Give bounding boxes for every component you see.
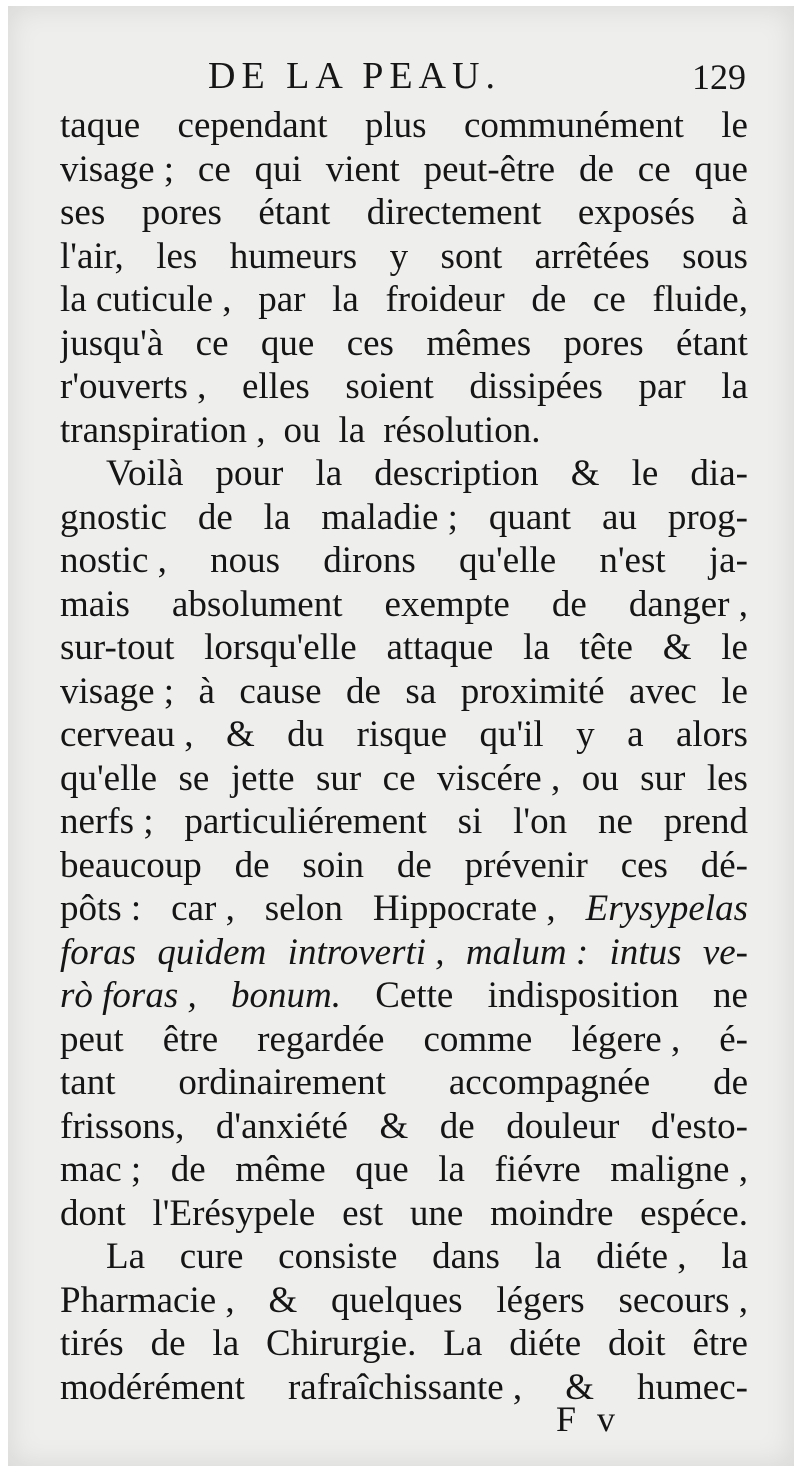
word: foras bbox=[60, 931, 137, 973]
word: l'on bbox=[513, 801, 568, 842]
word: de bbox=[531, 279, 567, 320]
word: que bbox=[260, 322, 315, 364]
word: par bbox=[258, 279, 306, 320]
word: consiste bbox=[278, 1236, 398, 1277]
word: la bbox=[263, 496, 291, 538]
word: dia- bbox=[690, 453, 748, 494]
word: ses bbox=[60, 192, 106, 233]
text-line bbox=[60, 104, 748, 148]
word: ce bbox=[382, 757, 416, 799]
word: dirons bbox=[323, 540, 416, 581]
book-page bbox=[8, 6, 794, 1466]
word: secours , bbox=[618, 1279, 748, 1321]
word: diéte bbox=[509, 1323, 582, 1364]
word: gnostic bbox=[60, 496, 167, 538]
word: qu'il bbox=[479, 714, 544, 755]
word: communément bbox=[463, 105, 684, 146]
running-head: DE LA PEAU. bbox=[208, 55, 501, 97]
word: du bbox=[287, 714, 325, 755]
text-line bbox=[60, 409, 748, 453]
word: ja- bbox=[708, 540, 748, 581]
word: espéce. bbox=[640, 1192, 748, 1234]
word: par bbox=[638, 366, 686, 407]
text-line bbox=[60, 670, 748, 714]
word: de bbox=[396, 844, 432, 886]
word: étant bbox=[258, 192, 331, 233]
word: & bbox=[662, 627, 692, 668]
body-text bbox=[60, 104, 748, 1409]
word: cependant bbox=[177, 105, 328, 146]
word: sous bbox=[682, 235, 748, 277]
word: visage ; bbox=[60, 148, 175, 190]
word: l'Erésypele bbox=[152, 1192, 316, 1234]
word: légere , bbox=[571, 1018, 681, 1060]
word: qui bbox=[254, 148, 302, 190]
word: lorsqu'elle bbox=[204, 627, 357, 668]
word: ou bbox=[283, 409, 321, 451]
word: ne bbox=[713, 975, 748, 1016]
word: humec- bbox=[637, 1366, 748, 1408]
word: jette bbox=[230, 757, 295, 799]
text-line bbox=[60, 1018, 748, 1062]
word: maligne , bbox=[610, 1149, 748, 1190]
word: quelques bbox=[331, 1279, 463, 1321]
word: la bbox=[212, 1323, 240, 1364]
word: attaque bbox=[386, 627, 494, 668]
word: particuliérement bbox=[184, 801, 427, 842]
word: regardée bbox=[257, 1018, 385, 1060]
word: & bbox=[565, 1366, 594, 1408]
page-header bbox=[8, 54, 748, 102]
word: accompagnée bbox=[448, 1062, 651, 1103]
word: que bbox=[694, 148, 748, 190]
word: que bbox=[355, 1149, 409, 1190]
word: de bbox=[346, 670, 381, 712]
word: nerfs ; bbox=[60, 801, 154, 842]
word: prend bbox=[663, 801, 748, 842]
text-line bbox=[60, 496, 748, 540]
word: elles bbox=[241, 366, 310, 407]
word: la bbox=[534, 1236, 562, 1277]
word: légers bbox=[496, 1279, 585, 1321]
word: le bbox=[631, 453, 659, 494]
word: la bbox=[332, 279, 359, 320]
text-line bbox=[60, 974, 748, 1018]
word: pour bbox=[215, 453, 284, 494]
word: la bbox=[315, 453, 343, 494]
word: exposés bbox=[577, 192, 696, 233]
word: absolument bbox=[171, 583, 343, 625]
signature-mark: F v bbox=[556, 1399, 622, 1439]
word: une bbox=[409, 1192, 464, 1234]
word: de bbox=[551, 583, 587, 625]
word: pores bbox=[141, 192, 222, 233]
word: d'esto- bbox=[650, 1105, 748, 1147]
word: taque bbox=[60, 105, 141, 146]
word: cause bbox=[239, 670, 322, 712]
word: dissipées bbox=[469, 366, 603, 407]
word: à bbox=[198, 670, 215, 712]
word: étant bbox=[676, 322, 748, 364]
text-line bbox=[60, 1192, 748, 1236]
word: de bbox=[578, 148, 614, 190]
text-line bbox=[60, 1061, 748, 1105]
word: de bbox=[234, 844, 270, 886]
word: mais bbox=[60, 583, 130, 625]
word: introverti , bbox=[287, 931, 445, 973]
word: soient bbox=[345, 366, 434, 407]
word: selon bbox=[264, 888, 343, 929]
word: dont bbox=[60, 1192, 126, 1234]
word: proximité bbox=[460, 670, 605, 712]
text-line bbox=[60, 800, 748, 844]
text-line bbox=[60, 235, 748, 279]
word: les bbox=[706, 757, 748, 799]
text-line bbox=[60, 757, 748, 801]
text-line bbox=[60, 148, 748, 192]
word: & bbox=[225, 714, 255, 755]
word: car , bbox=[171, 888, 235, 929]
word: la bbox=[338, 409, 366, 451]
word: arrêtées bbox=[534, 235, 650, 277]
text-line bbox=[60, 583, 748, 627]
word: se bbox=[178, 757, 210, 799]
word: ce bbox=[637, 148, 671, 190]
word: fiévre bbox=[494, 1149, 581, 1190]
text-line bbox=[60, 1235, 748, 1279]
word: le bbox=[721, 627, 748, 668]
text-line bbox=[60, 1366, 748, 1410]
text-line bbox=[60, 322, 748, 366]
word: qu'elle bbox=[459, 540, 557, 581]
word: mac ; bbox=[60, 1149, 142, 1190]
word: alors bbox=[675, 714, 748, 755]
word: nostic , bbox=[60, 540, 167, 581]
word: mêmes bbox=[426, 322, 532, 364]
word: prévenir bbox=[464, 844, 588, 886]
text-line bbox=[60, 1148, 748, 1192]
word: sur bbox=[315, 757, 362, 799]
word: froideur bbox=[385, 279, 505, 320]
text-line bbox=[60, 365, 748, 409]
text-line bbox=[60, 931, 748, 975]
word: ne bbox=[597, 801, 633, 842]
word: vient bbox=[325, 148, 400, 190]
word: la bbox=[523, 627, 550, 668]
word: rò foras , bbox=[60, 975, 197, 1016]
word: nous bbox=[210, 540, 281, 581]
word: danger , bbox=[628, 583, 748, 625]
word: au bbox=[601, 496, 637, 538]
word: sur bbox=[640, 757, 686, 799]
word: de bbox=[439, 1105, 475, 1147]
word: La bbox=[106, 1236, 146, 1277]
word: doit bbox=[608, 1323, 666, 1364]
word: dé- bbox=[700, 844, 748, 886]
word: moindre bbox=[490, 1192, 614, 1234]
word: ou bbox=[581, 757, 619, 799]
word: la bbox=[721, 366, 748, 407]
word: être bbox=[162, 1018, 219, 1060]
word: viscére , bbox=[436, 757, 561, 799]
word: frissons, bbox=[60, 1105, 185, 1147]
word: à bbox=[731, 192, 748, 233]
text-line bbox=[60, 452, 748, 496]
word: si bbox=[457, 801, 483, 842]
word: comme bbox=[423, 1018, 533, 1060]
word: résolution. bbox=[383, 409, 541, 451]
word: ce bbox=[197, 148, 231, 190]
word: qu'elle bbox=[60, 757, 158, 799]
text-line bbox=[60, 626, 748, 670]
word: la cuticule , bbox=[60, 279, 232, 320]
word: Voilà bbox=[106, 453, 184, 494]
word: intus bbox=[609, 931, 682, 973]
word: fluide, bbox=[652, 279, 748, 320]
word: rafraîchissante , bbox=[287, 1366, 523, 1408]
word: modérément bbox=[60, 1366, 245, 1408]
text-line bbox=[60, 887, 748, 931]
word: directement bbox=[366, 192, 542, 233]
word: la bbox=[721, 1236, 748, 1277]
word: être bbox=[692, 1323, 748, 1364]
word: de bbox=[713, 1062, 748, 1103]
word: & bbox=[570, 453, 600, 494]
text-line bbox=[60, 191, 748, 235]
word: exempte bbox=[384, 583, 510, 625]
text-line bbox=[60, 844, 748, 888]
word: quidem bbox=[157, 931, 267, 973]
word: r'ouverts , bbox=[60, 366, 207, 407]
word: peut-être bbox=[423, 148, 556, 190]
word: & bbox=[379, 1105, 409, 1147]
word: de bbox=[170, 1149, 206, 1190]
word: Hippocrate , bbox=[372, 888, 556, 929]
word: est bbox=[342, 1192, 384, 1234]
word: dans bbox=[432, 1236, 500, 1277]
word: transpiration , bbox=[60, 409, 266, 451]
word: pôts : bbox=[60, 888, 142, 929]
word: de bbox=[150, 1323, 186, 1364]
word: malum : bbox=[465, 931, 589, 973]
word: a bbox=[627, 714, 644, 755]
word: peut bbox=[60, 1018, 124, 1060]
word: d'anxiété bbox=[215, 1105, 348, 1147]
word: y bbox=[576, 714, 595, 755]
word: la bbox=[438, 1149, 465, 1190]
word: les bbox=[156, 235, 198, 277]
word: plus bbox=[364, 105, 427, 146]
word: jusqu'à bbox=[60, 322, 164, 364]
word: même bbox=[235, 1149, 326, 1190]
word: ce bbox=[195, 322, 229, 364]
word: visage ; bbox=[60, 670, 175, 712]
word: tirés bbox=[60, 1323, 124, 1364]
word: quant bbox=[488, 496, 572, 538]
word: l'air, bbox=[60, 235, 124, 277]
word: diéte , bbox=[596, 1236, 687, 1277]
word: pores bbox=[563, 322, 644, 364]
text-line bbox=[60, 1105, 748, 1149]
word: tant bbox=[60, 1062, 116, 1103]
word: La bbox=[443, 1323, 483, 1364]
word: douleur bbox=[506, 1105, 620, 1147]
word: n'est bbox=[599, 540, 666, 581]
word: Pharmacie , bbox=[60, 1279, 235, 1321]
text-line bbox=[60, 1279, 748, 1323]
word: maladie ; bbox=[321, 496, 458, 538]
text-line bbox=[60, 539, 748, 583]
word: bonum. bbox=[230, 975, 341, 1016]
page-number: 129 bbox=[692, 57, 746, 97]
word: indisposition bbox=[487, 975, 679, 1016]
word: tête bbox=[579, 627, 633, 668]
word: ve- bbox=[702, 931, 748, 973]
text-line bbox=[60, 713, 748, 757]
word: sa bbox=[405, 670, 437, 712]
word: le bbox=[721, 670, 748, 712]
word: ce bbox=[592, 279, 626, 320]
word: Erysypelas bbox=[585, 888, 748, 929]
word: beaucoup bbox=[60, 844, 202, 886]
word: Cette bbox=[375, 975, 454, 1016]
word: humeurs bbox=[229, 235, 358, 277]
word: y bbox=[389, 235, 409, 277]
word: sur-tout bbox=[60, 627, 175, 668]
word: ces bbox=[620, 844, 668, 886]
word: description bbox=[374, 453, 539, 494]
word: Chirurgie. bbox=[266, 1323, 417, 1364]
text-line bbox=[60, 278, 748, 322]
word: é- bbox=[719, 1018, 748, 1060]
word: ordinairement bbox=[178, 1062, 386, 1103]
word: & bbox=[268, 1279, 298, 1321]
word: soin bbox=[302, 844, 365, 886]
text-line bbox=[60, 1322, 748, 1366]
word: risque bbox=[356, 714, 448, 755]
word: de bbox=[197, 496, 233, 538]
word: le bbox=[721, 105, 748, 146]
word: cure bbox=[179, 1236, 244, 1277]
word: cerveau , bbox=[60, 714, 194, 755]
word: avec bbox=[629, 670, 697, 712]
word: ces bbox=[346, 322, 394, 364]
word: sont bbox=[440, 235, 503, 277]
word: prog- bbox=[667, 496, 748, 538]
